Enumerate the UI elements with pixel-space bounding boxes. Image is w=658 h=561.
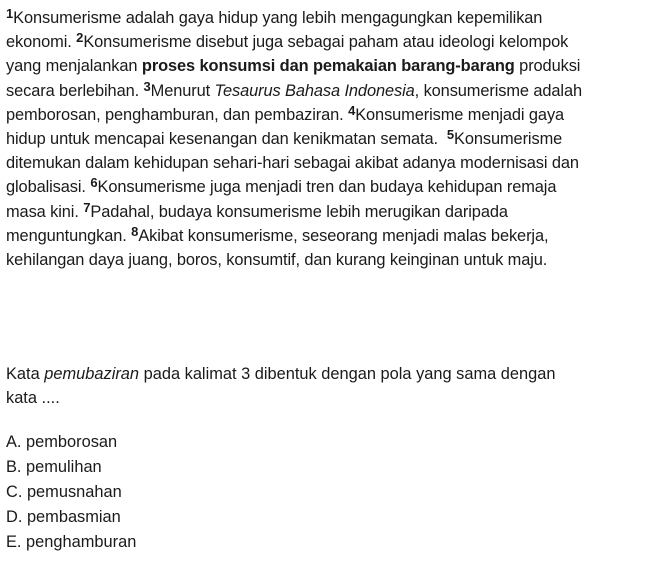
passage-line	[6, 6, 652, 30]
question-line: kata ....	[6, 389, 60, 408]
passage-text: secara berlebihan.	[6, 81, 144, 100]
passage-text: , konsumerisme adalah	[414, 81, 583, 100]
sentence-number: 2	[76, 30, 84, 46]
passage-text: kehilangan daya juang, boros, konsumtif, dan kurang keinginan untuk maju.	[6, 250, 548, 269]
passage-text: Konsumerisme menjadi gaya	[355, 105, 565, 124]
passage-line	[6, 103, 652, 127]
passage-text: produksi	[514, 57, 581, 76]
passage-line	[6, 127, 652, 151]
passage-text: Akibat konsumerisme, seseorang menjadi malas bekerja,	[138, 226, 549, 245]
passage-text: menguntungkan.	[6, 226, 132, 245]
passage-line	[6, 54, 652, 78]
passage-text: Konsumerisme adalah gaya hidup yang lebih mengagungkan kepemilikan	[13, 9, 543, 27]
passage-text: yang menjalankan	[6, 57, 142, 76]
passage-line	[6, 200, 652, 224]
passage-text: Padahal, budaya konsumerisme lebih merugikan daripada	[90, 202, 508, 221]
sentence-number: 8	[131, 223, 139, 239]
sentence-number: 4	[348, 102, 356, 118]
passage-text: pemborosan, penghamburan, dan pembaziran.	[6, 105, 349, 124]
passage-text: globalisasi.	[6, 178, 91, 197]
question-stem	[6, 362, 652, 410]
passage-line	[6, 175, 652, 199]
sentence-number: 7	[83, 199, 91, 215]
reading-passage	[6, 6, 652, 272]
passage-bold-text: proses konsumsi dan pemakaian barang-barang	[141, 57, 515, 76]
passage-line	[6, 79, 652, 103]
question-line	[6, 362, 652, 386]
passage-text: ditemukan dalam kehidupan sehari-hari sebagai akibat adanya modernisasi dan	[6, 154, 579, 173]
passage-italic-text: Tesaurus Bahasa Indonesia	[214, 81, 415, 100]
question-italic-word: pemubaziran	[44, 365, 140, 383]
option-e[interactable]: E. penghamburan	[6, 533, 137, 551]
sentence-number: 1	[6, 6, 14, 21]
option-d[interactable]: D. pembasmian	[6, 508, 121, 526]
option-a[interactable]: A. pemborosan	[6, 433, 118, 451]
passage-line	[6, 248, 652, 272]
sentence-number: 3	[143, 78, 151, 94]
option-c[interactable]: C. pemusnahan	[6, 483, 122, 501]
passage-text: Konsumerisme	[454, 129, 563, 148]
passage-text: hidup untuk mencapai kesenangan dan kenikmatan semata.	[6, 129, 447, 148]
passage-line	[6, 224, 652, 248]
passage-text: Menurut	[150, 81, 215, 100]
option-b[interactable]: B. pemulihan	[6, 458, 102, 476]
passage-line	[6, 151, 652, 175]
passage-line	[6, 30, 652, 54]
question-text: pada kalimat 3 dibentuk dengan pola yang sama dengan	[139, 365, 556, 383]
sentence-number: 5	[446, 126, 455, 142]
sentence-number: 6	[90, 175, 98, 191]
question-text: Kata	[6, 365, 45, 383]
passage-text: ekonomi.	[6, 33, 77, 52]
passage-text: masa kini.	[6, 202, 84, 221]
passage-text: Konsumerisme disebut juga sebagai paham atau ideologi kelompok	[83, 33, 569, 52]
answer-options	[6, 430, 136, 555]
passage-text: Konsumerisme juga menjadi tren dan budaya kehidupan remaja	[97, 178, 557, 197]
